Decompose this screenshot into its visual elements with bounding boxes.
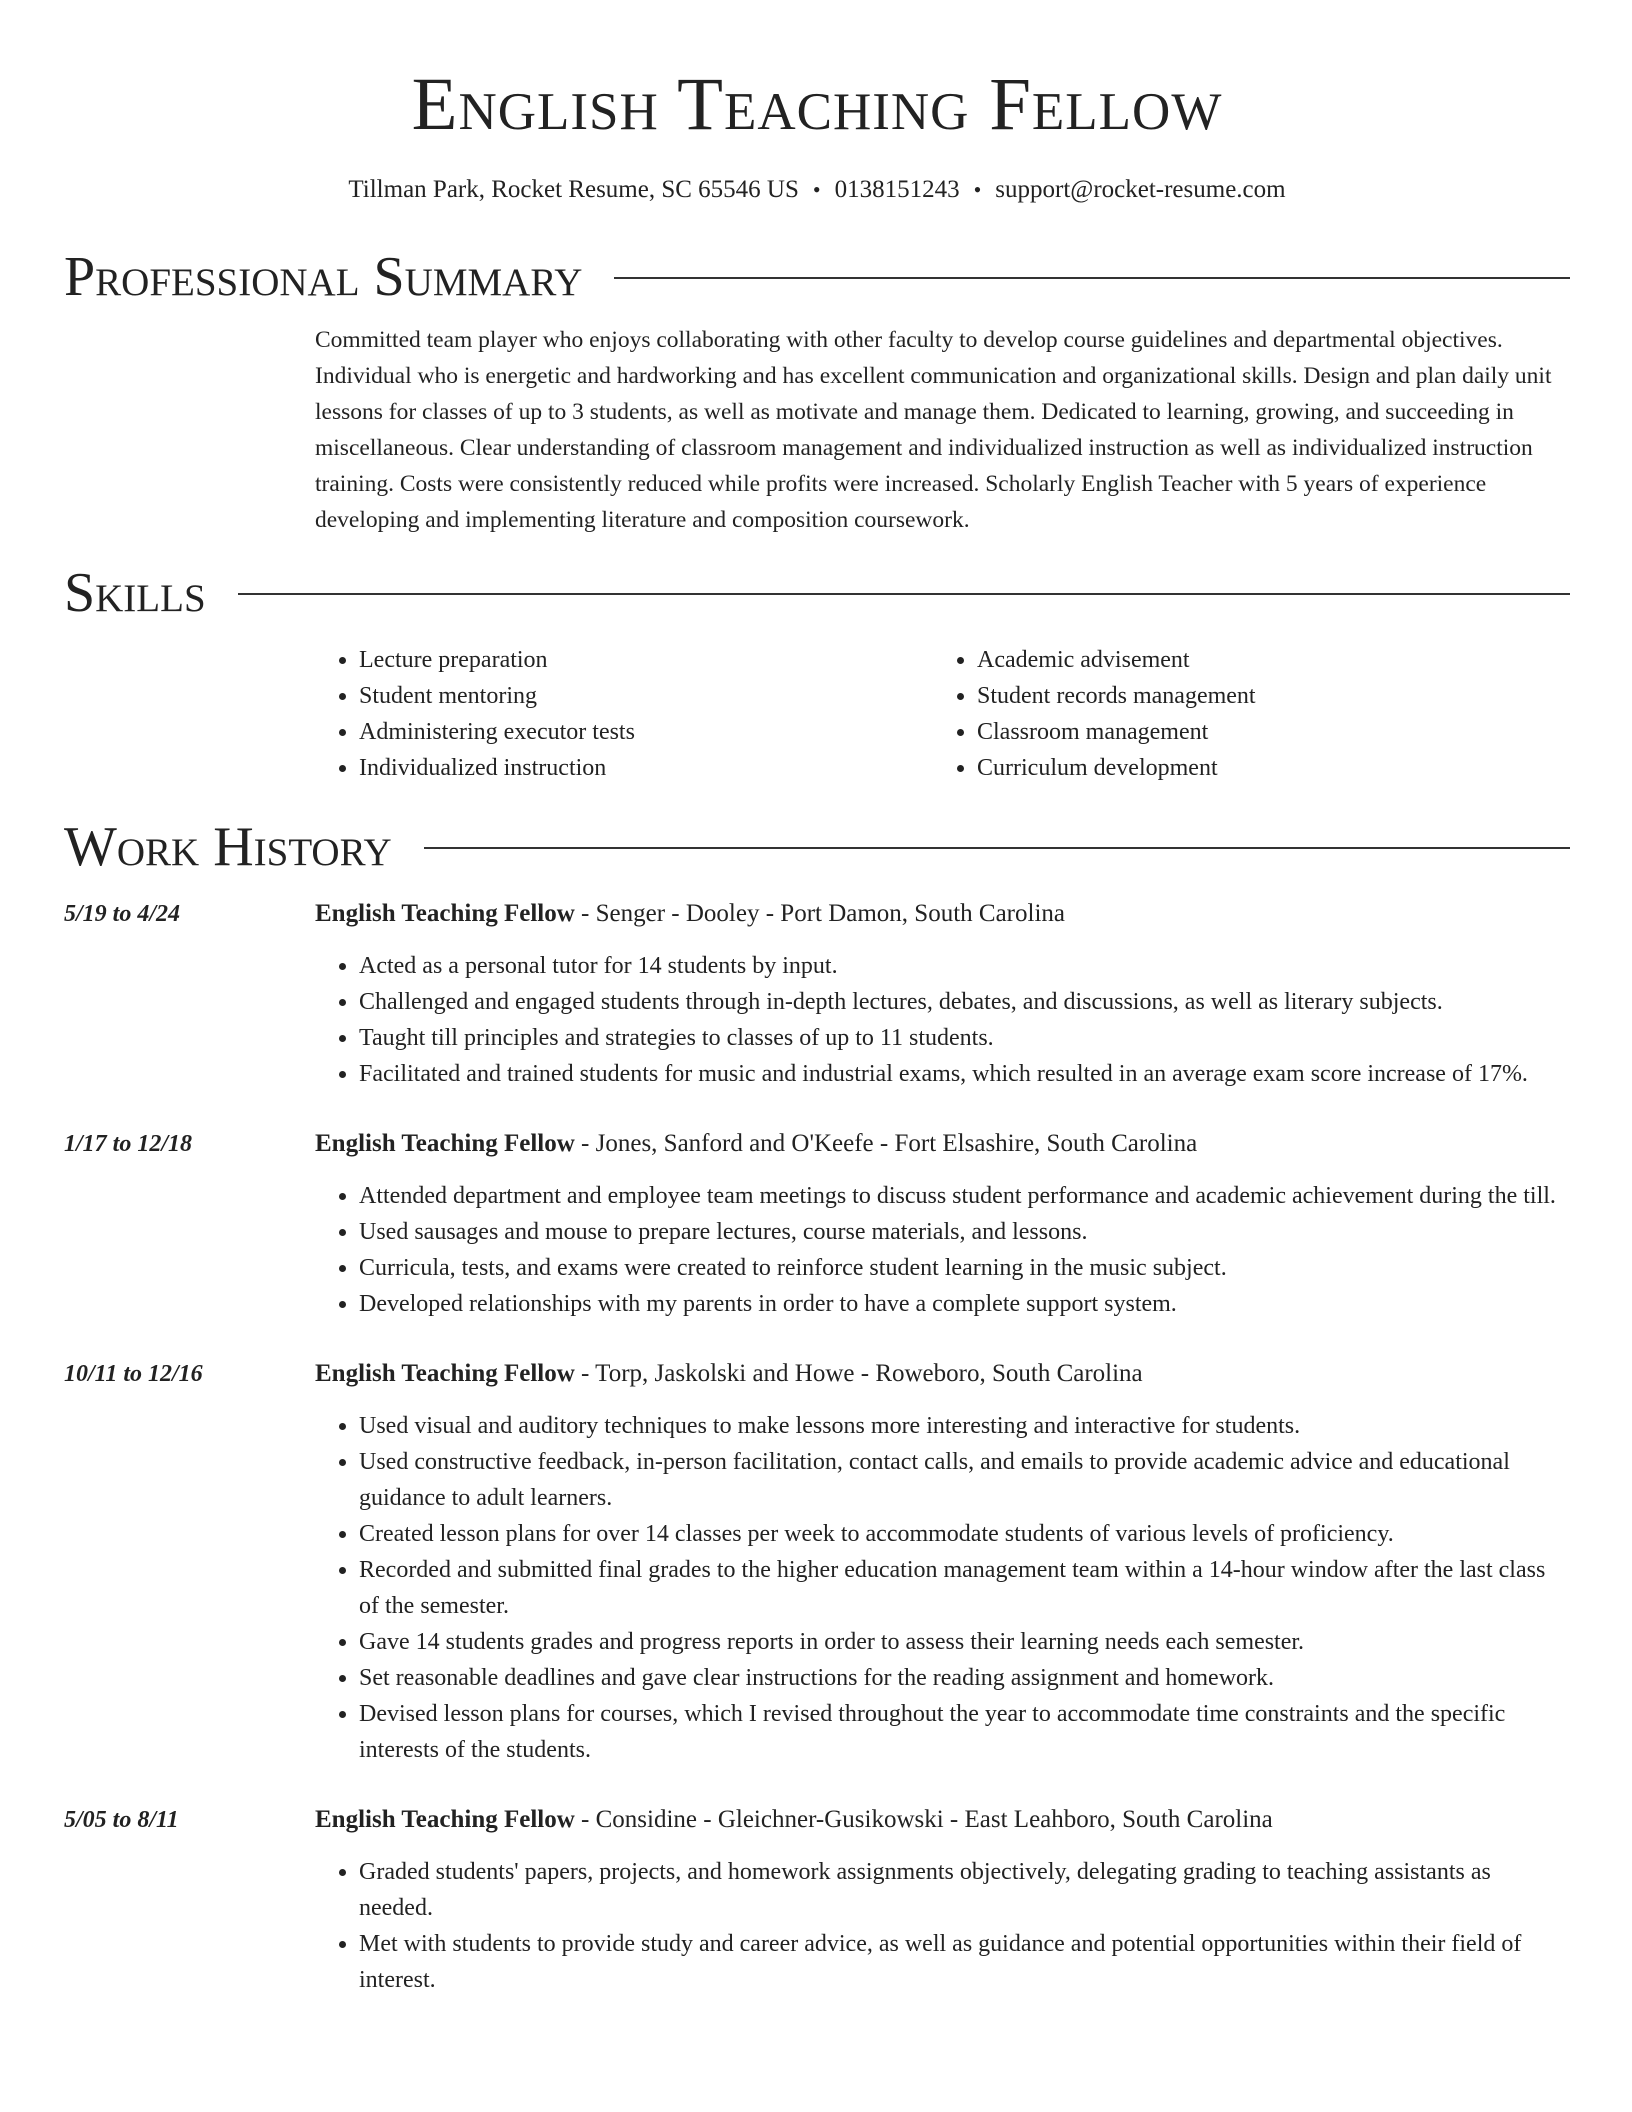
- section-divider: [424, 847, 1570, 849]
- job-bullets: [315, 948, 1570, 1092]
- email: support@rocket-resume.com: [995, 176, 1286, 203]
- job-title-line: [315, 1356, 1570, 1392]
- job-employer: - Jones, Sanford and O'Keefe - Fort Elsashire, South Carolina: [574, 1130, 1198, 1157]
- job-body: [315, 1788, 1570, 1998]
- job-title-line: [315, 1802, 1570, 1838]
- job-dates: 5/19 to 4/24: [64, 901, 181, 927]
- job-bullets: [315, 1854, 1570, 1998]
- skill-item: • Lecture preparation: [359, 642, 933, 678]
- job-body: [315, 1342, 1570, 1768]
- job-bullet: • Gave 14 students grades and progress reports in order to assess their learning needs each semester.: [359, 1624, 1570, 1660]
- job-dates: 1/17 to 12/18: [64, 1131, 193, 1157]
- phone: 0138151243: [834, 176, 960, 203]
- job-bullet: • Curricula, tests, and exams were created to reinforce student learning in the music subject.: [359, 1250, 1570, 1286]
- job-body: [315, 882, 1570, 1092]
- skills-column-left: [315, 642, 933, 786]
- job-bullet: • Challenged and engaged students through in-depth lectures, debates, and discussions, as well as literary subjects.: [359, 984, 1570, 1020]
- job-bullet: • Used constructive feedback, in-person facilitation, contact calls, and emails to provide academic advice and educational guidance to adult learners.: [359, 1444, 1570, 1516]
- skill-item: • Student mentoring: [359, 678, 933, 714]
- skill-item: • Curriculum development: [977, 750, 1551, 786]
- job-bullet: • Met with students to provide study and career advice, as well as guidance and potential opportunities within their field of interest.: [359, 1926, 1570, 1998]
- job-employer: - Torp, Jaskolski and Howe - Roweboro, South Carolina: [574, 1360, 1143, 1387]
- job-bullet: • Used visual and auditory techniques to make lessons more interesting and interactive for students.: [359, 1408, 1570, 1444]
- job-bullet: • Recorded and submitted final grades to the higher education management team within a 14-hour window after the last class of the semester.: [359, 1552, 1570, 1624]
- job-title: English Teaching Fellow: [315, 900, 575, 927]
- section-title-work: Work History: [64, 816, 392, 878]
- job-body: [315, 1112, 1570, 1322]
- skill-item: • Student records management: [977, 678, 1551, 714]
- job-bullet: • Set reasonable deadlines and gave clear instructions for the reading assignment and homework.: [359, 1660, 1570, 1696]
- job-title-line: [315, 1126, 1570, 1162]
- contact-separator: •: [973, 177, 982, 202]
- job-bullets: [315, 1178, 1570, 1322]
- section-title-summary: Professional Summary: [64, 246, 583, 308]
- job-bullet: • Used sausages and mouse to prepare lectures, course materials, and lessons.: [359, 1214, 1570, 1250]
- job-title: English Teaching Fellow: [315, 1806, 575, 1833]
- skill-item: • Administering executor tests: [359, 714, 933, 750]
- candidate-name: English Teaching Fellow: [411, 63, 1223, 146]
- job-dates: 10/11 to 12/16: [64, 1361, 203, 1387]
- section-title-skills: Skills: [64, 562, 206, 624]
- job-bullet: • Devised lesson plans for courses, which I revised throughout the year to accommodate time constraints and the specific interests of the students.: [359, 1696, 1570, 1768]
- section-divider: [238, 593, 1570, 595]
- job-entry: [64, 1112, 1570, 1322]
- summary-text: Committed team player who enjoys collaborating with other faculty to develop course guidelines and departmental objectives. Individual who is energetic and hardworking and has excellent communication and organizational skills. Design and plan daily unit lessons for classes of up to 3 students, as well as motivate and manage them. Dedicated to learning, growing, and succeeding in miscellaneous. Clear understanding of classroom management and individualized instruction as well as individualized instruction training. Costs were consistently reduced while profits were increased. Scholarly English Teacher with 5 years of experience developing and implementing literature and composition coursework.: [315, 327, 1552, 533]
- resume-page: [64, 0, 1570, 1998]
- job-entry: [64, 1342, 1570, 1768]
- contact-line: [64, 172, 1570, 208]
- address: Tillman Park, Rocket Resume, SC 65546 US: [348, 176, 799, 203]
- job-title-line: [315, 896, 1570, 932]
- job-entry: [64, 1788, 1570, 1998]
- job-bullets: [315, 1408, 1570, 1768]
- skills-section-header: [64, 558, 1570, 628]
- job-bullet: • Created lesson plans for over 14 classes per week to accommodate students of various levels of proficiency.: [359, 1516, 1570, 1552]
- job-dates: 5/05 to 8/11: [64, 1807, 179, 1833]
- skill-item: • Individualized instruction: [359, 750, 933, 786]
- section-divider: [614, 277, 1570, 279]
- job-bullet: • Attended department and employee team meetings to discuss student performance and academic achievement during the till.: [359, 1178, 1570, 1214]
- job-title: English Teaching Fellow: [315, 1130, 575, 1157]
- job-bullet: • Graded students' papers, projects, and homework assignments objectively, delegating grading to teaching assistants as needed.: [359, 1854, 1570, 1926]
- job-entry: [64, 882, 1570, 1092]
- job-bullet: • Acted as a personal tutor for 14 students by input.: [359, 948, 1570, 984]
- job-bullet: • Taught till principles and strategies to classes of up to 11 students.: [359, 1020, 1570, 1056]
- job-title: English Teaching Fellow: [315, 1360, 575, 1387]
- contact-separator: •: [812, 177, 821, 202]
- skills-list: [315, 642, 1570, 786]
- skill-item: • Academic advisement: [977, 642, 1551, 678]
- summary-section-header: [64, 242, 1570, 312]
- skills-column-right: [933, 642, 1551, 786]
- job-bullet: • Developed relationships with my parents in order to have a complete support system.: [359, 1286, 1570, 1322]
- job-employer: - Senger - Dooley - Port Damon, South Carolina: [574, 900, 1065, 927]
- job-bullet: • Facilitated and trained students for music and industrial exams, which resulted in an average exam score increase of 17%.: [359, 1056, 1570, 1092]
- work-history-list: [64, 882, 1570, 1998]
- skill-item: • Classroom management: [977, 714, 1551, 750]
- work-section-header: [64, 812, 1570, 882]
- job-employer: - Considine - Gleichner-Gusikowski - East Leahboro, South Carolina: [574, 1806, 1273, 1833]
